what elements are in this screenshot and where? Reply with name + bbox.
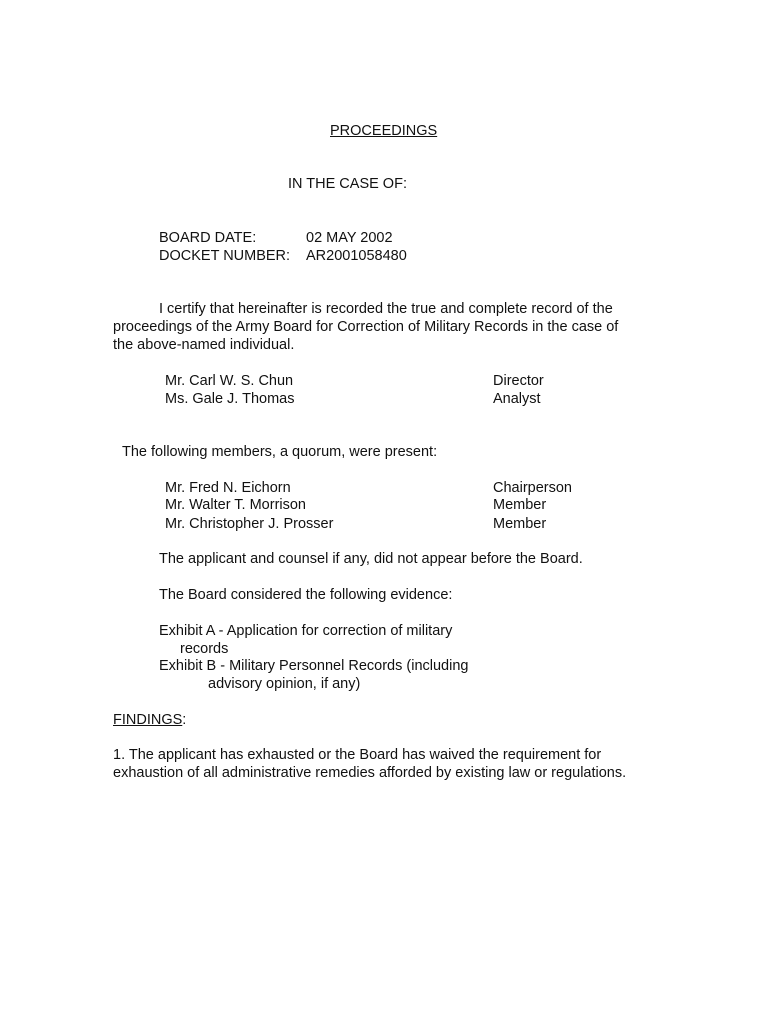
staff-role-1: Director [493,373,544,389]
docket-number-label: DOCKET NUMBER: [159,248,291,264]
board-date-value: 02 MAY 2002 [306,230,393,246]
quorum-text: The following members, a quorum, were present: [122,444,438,460]
member-role-1: Chairperson [493,480,572,496]
staff-name-2: Ms. Gale J. Thomas [165,391,295,407]
certify-line-2: proceedings of the Army Board for Correction of Military Records in the case of [113,319,619,335]
member-name-1: Mr. Fred N. Eichorn [165,480,291,496]
certify-line-3: the above-named individual. [113,337,295,353]
staff-name-1: Mr. Carl W. S. Chun [165,373,294,389]
exhibit-b-line-1: Exhibit B - Military Personnel Records (including [159,658,469,674]
case-heading: IN THE CASE OF: [288,176,407,192]
docket-number-value: AR2001058480 [306,248,407,264]
staff-role-2: Analyst [493,391,541,407]
certify-line-1: I certify that hereinafter is recorded the true and complete record of the [159,301,613,317]
member-name-3: Mr. Christopher J. Prosser [165,516,334,532]
findings-colon: : [182,712,187,728]
board-date-label: BOARD DATE: [159,230,257,246]
exhibit-b-line-2: advisory opinion, if any) [208,676,361,692]
member-role-2: Member [493,497,547,513]
evidence-intro: The Board considered the following evidence: [159,587,453,603]
exhibit-a-line-2: records [180,641,229,657]
finding-1-line-1: 1. The applicant has exhausted or the Board has waived the requirement for [113,747,602,763]
member-name-2: Mr. Walter T. Morrison [165,497,306,513]
findings-heading [113,711,186,729]
finding-1-line-2: exhaustion of all administrative remedies afforded by existing law or regulations. [113,765,627,781]
findings-label: FINDINGS [113,712,183,728]
page-title: PROCEEDINGS [330,123,438,139]
member-role-3: Member [493,516,547,532]
appearance-text: The applicant and counsel if any, did not appear before the Board. [159,551,583,567]
exhibit-a-line-1: Exhibit A - Application for correction of military [159,623,453,639]
